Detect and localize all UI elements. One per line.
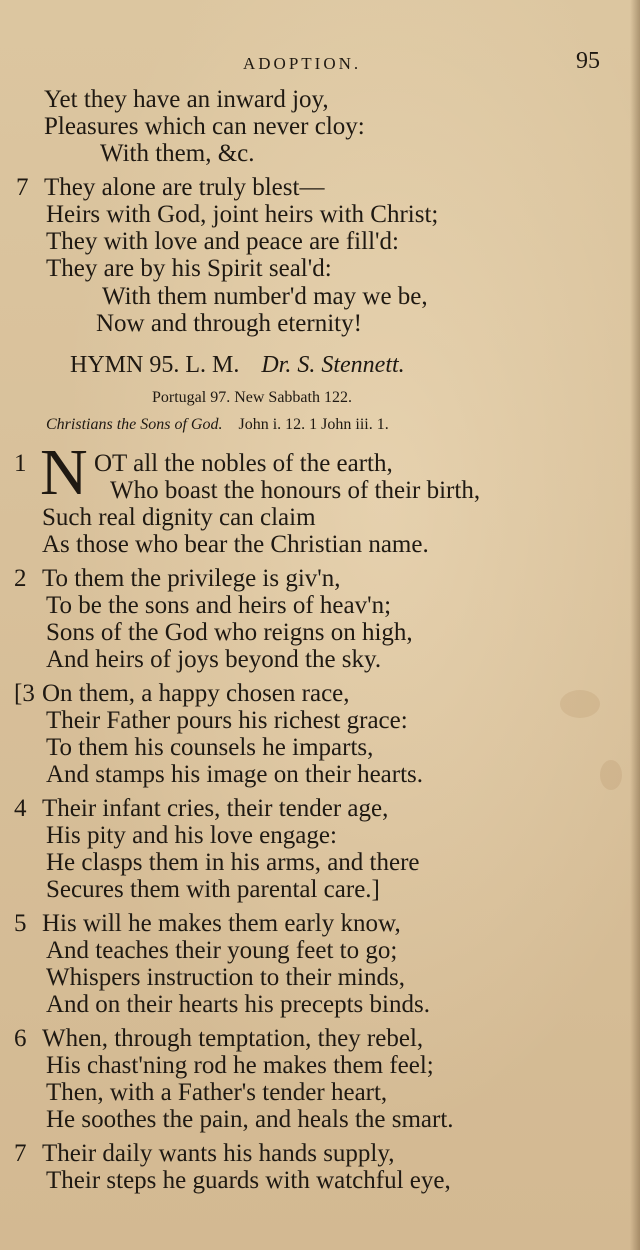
stanza-number: 2 <box>14 565 27 592</box>
verse-line: And on their hearts his precepts binds. <box>46 991 430 1018</box>
stanza-number: 6 <box>14 1025 27 1052</box>
stanza-line <box>14 680 350 708</box>
hymn-title: HYMN 95. L. M. <box>70 352 240 378</box>
verse-line: To them the privilege is giv'n, <box>42 565 341 592</box>
verse-line: He soothes the pain, and heals the smart. <box>46 1106 454 1133</box>
stanza-line <box>14 910 401 938</box>
verse-line: Now and through eternity! <box>96 310 362 337</box>
stanza-number: 1 <box>14 450 27 477</box>
stanza-line <box>14 1140 395 1168</box>
tune-names: Portugal 97. New Sabbath 122. <box>152 389 352 406</box>
stanza-number: 7 <box>16 174 29 201</box>
verse-line: Such real dignity can claim <box>42 504 316 531</box>
hymn-author: Dr. S. Stennett. <box>261 352 405 378</box>
verse-line: Their Father pours his richest grace: <box>46 707 408 734</box>
stanza-number: 4 <box>14 795 27 822</box>
subject-title: Christians the Sons of God. <box>46 416 223 433</box>
stanza-number: [3 <box>14 680 35 707</box>
verse-line: Yet they have an inward joy, <box>44 86 329 113</box>
stanza-line <box>14 1025 423 1053</box>
verse-line: They are by his Spirit seal'd: <box>46 255 332 282</box>
verse-line: He clasps them in his arms, and there <box>46 849 420 876</box>
verse-line: Heirs with God, joint heirs with Christ; <box>46 201 439 228</box>
drop-cap: N <box>40 436 88 509</box>
verse-line: His will he makes them early know, <box>42 910 401 937</box>
verse-line: On them, a happy chosen race, <box>42 680 350 707</box>
verse-line: They with love and peace are fill'd: <box>46 228 399 255</box>
verse-line: Then, with a Father's tender heart, <box>46 1079 388 1106</box>
stanza-line <box>14 565 341 593</box>
page-number: 95 <box>576 48 600 74</box>
stanza-line <box>14 795 388 823</box>
stanza-number: 5 <box>14 910 27 937</box>
verse-line: Whispers instruction to their minds, <box>46 964 405 991</box>
scripture-reference: John i. 12. 1 John iii. 1. <box>238 416 389 433</box>
verse-line: Their daily wants his hands supply, <box>42 1140 395 1167</box>
verse-line: Their steps he guards with watchful eye, <box>46 1167 451 1194</box>
page-edge-shadow <box>630 0 640 1250</box>
verse-line: Pleasures which can never cloy: <box>44 113 365 140</box>
verse-line: Who boast the honours of their birth, <box>110 477 481 504</box>
hymn-heading <box>70 352 405 379</box>
refrain-line: With them, &c. <box>100 140 255 167</box>
verse-line: And stamps his image on their hearts. <box>46 761 424 788</box>
verse-line: When, through temptation, they rebel, <box>42 1025 424 1052</box>
verse-line: Sons of the God who reigns on high, <box>46 619 413 646</box>
stanza-line <box>16 174 324 202</box>
verse-line: Their infant cries, their tender age, <box>42 795 389 822</box>
verse-line: And teaches their young feet to go; <box>46 937 398 964</box>
verse-line: They alone are truly blest— <box>44 174 325 201</box>
verse-line: As those who bear the Christian name. <box>42 531 429 558</box>
paper-stain <box>560 690 600 718</box>
verse-line: To them his counsels he imparts, <box>46 734 374 761</box>
stanza-number: 7 <box>14 1140 27 1167</box>
verse-line: With them number'd may we be, <box>102 283 428 310</box>
paper-stain <box>600 760 622 790</box>
running-head <box>0 50 640 80</box>
verse-line: To be the sons and heirs of heav'n; <box>46 592 392 619</box>
hymn-subject <box>46 416 389 434</box>
verse-line: And heirs of joys beyond the sky. <box>46 646 382 673</box>
verse-line: Secures them with parental care.] <box>46 876 380 903</box>
verse-line: His chast'ning rod he makes them feel; <box>46 1052 434 1079</box>
verse-line: OT all the nobles of the earth, <box>94 450 393 477</box>
running-head-title: ADOPTION. <box>243 54 362 73</box>
verse-line: His pity and his love engage: <box>46 822 337 849</box>
